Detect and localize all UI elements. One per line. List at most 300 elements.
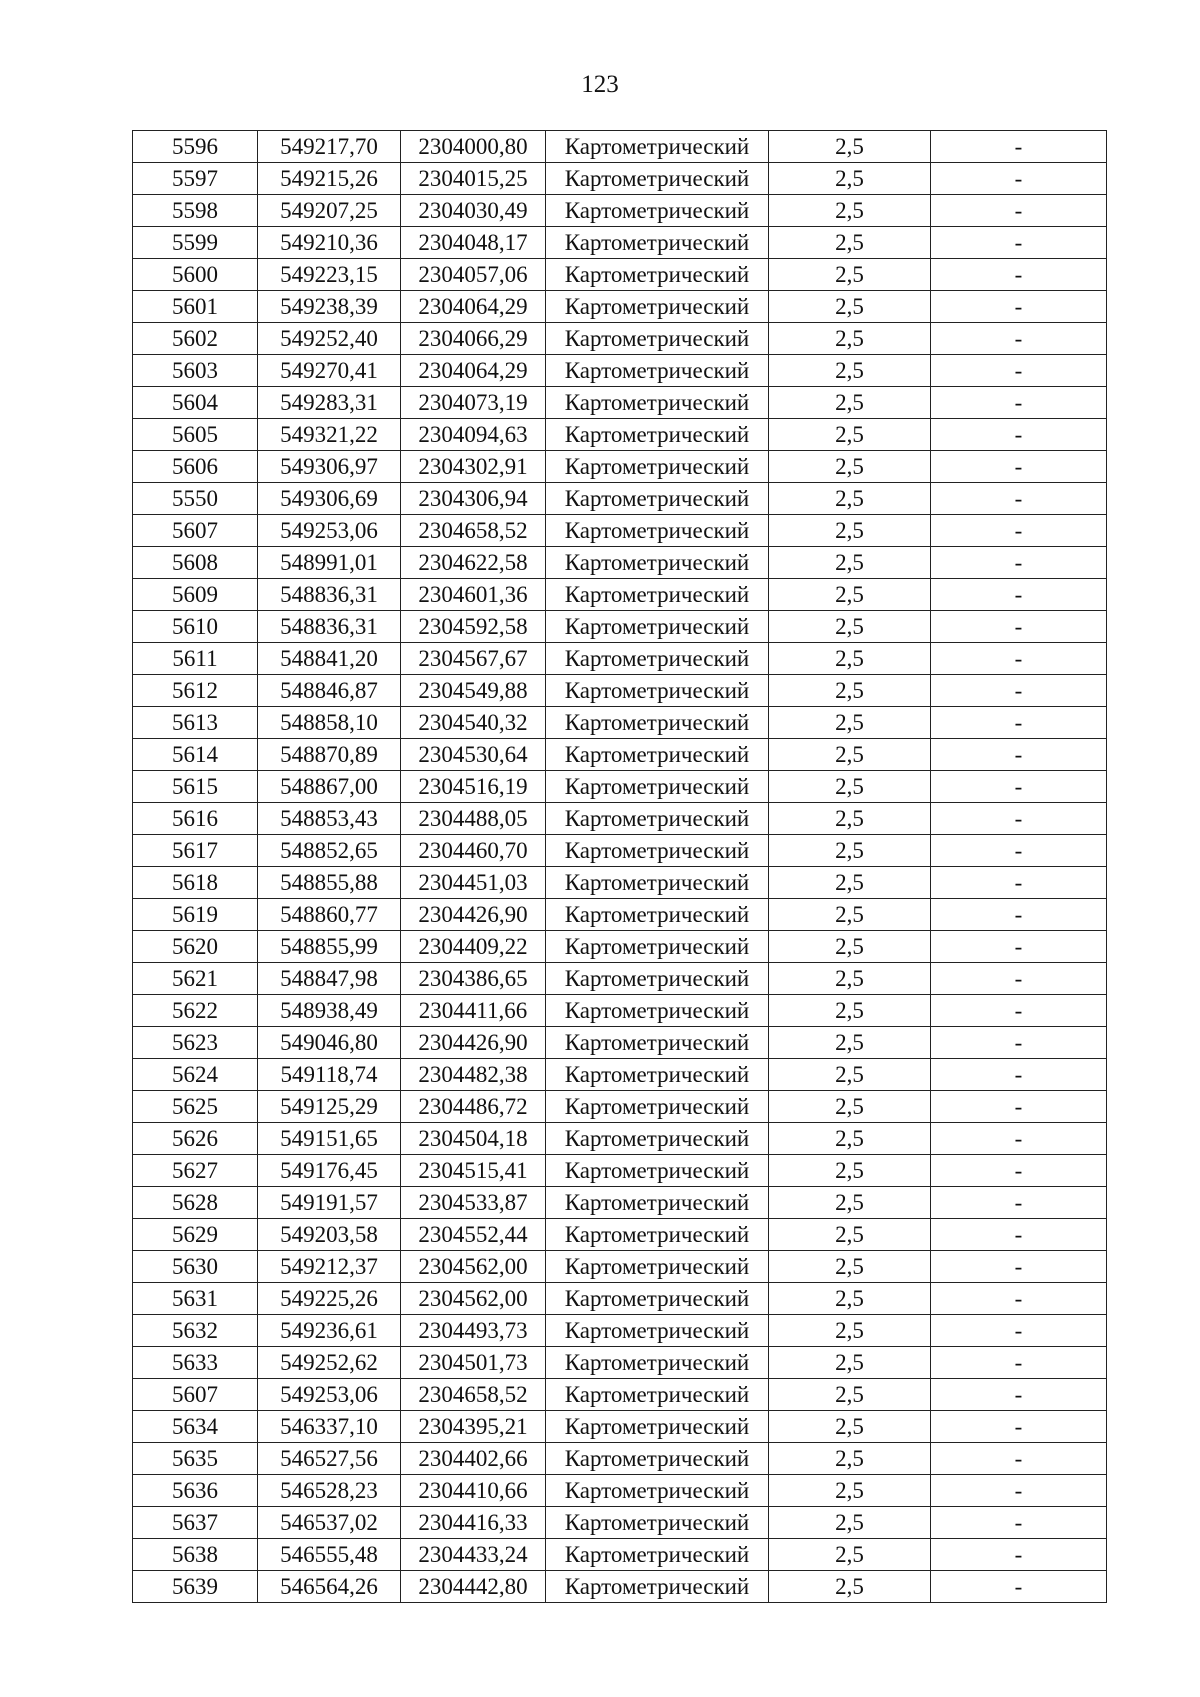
method-cell: Картометрический [546, 1379, 769, 1411]
error-cell: 2,5 [769, 1443, 931, 1475]
table-row [133, 899, 1107, 931]
point-number-cell: 5599 [133, 227, 258, 259]
y-coordinate-cell: 2304073,19 [401, 387, 546, 419]
table-row [133, 1539, 1107, 1571]
extra-cell: - [931, 675, 1107, 707]
point-number-cell: 5611 [133, 643, 258, 675]
method-cell: Картометрический [546, 1347, 769, 1379]
y-coordinate-cell: 2304306,94 [401, 483, 546, 515]
extra-cell: - [931, 1571, 1107, 1603]
x-coordinate-cell: 549207,25 [258, 195, 401, 227]
y-coordinate-cell: 2304460,70 [401, 835, 546, 867]
point-number-cell: 5607 [133, 1379, 258, 1411]
extra-cell: - [931, 1091, 1107, 1123]
table-row [133, 1123, 1107, 1155]
extra-cell: - [931, 259, 1107, 291]
y-coordinate-cell: 2304064,29 [401, 355, 546, 387]
x-coordinate-cell: 549176,45 [258, 1155, 401, 1187]
method-cell: Картометрический [546, 1187, 769, 1219]
x-coordinate-cell: 549238,39 [258, 291, 401, 323]
point-number-cell: 5622 [133, 995, 258, 1027]
x-coordinate-cell: 549236,61 [258, 1315, 401, 1347]
method-cell: Картометрический [546, 163, 769, 195]
table-row [133, 707, 1107, 739]
point-number-cell: 5607 [133, 515, 258, 547]
table-row [133, 483, 1107, 515]
x-coordinate-cell: 548870,89 [258, 739, 401, 771]
point-number-cell: 5618 [133, 867, 258, 899]
x-coordinate-cell: 549252,40 [258, 323, 401, 355]
extra-cell: - [931, 1283, 1107, 1315]
method-cell: Картометрический [546, 739, 769, 771]
error-cell: 2,5 [769, 547, 931, 579]
coordinates-table [132, 130, 1107, 1603]
point-number-cell: 5601 [133, 291, 258, 323]
extra-cell: - [931, 547, 1107, 579]
error-cell: 2,5 [769, 995, 931, 1027]
method-cell: Картометрический [546, 1251, 769, 1283]
extra-cell: - [931, 771, 1107, 803]
error-cell: 2,5 [769, 1123, 931, 1155]
method-cell: Картометрический [546, 387, 769, 419]
point-number-cell: 5613 [133, 707, 258, 739]
extra-cell: - [931, 1315, 1107, 1347]
method-cell: Картометрический [546, 323, 769, 355]
method-cell: Картометрический [546, 547, 769, 579]
point-number-cell: 5639 [133, 1571, 258, 1603]
error-cell: 2,5 [769, 1379, 931, 1411]
extra-cell: - [931, 195, 1107, 227]
error-cell: 2,5 [769, 515, 931, 547]
y-coordinate-cell: 2304426,90 [401, 1027, 546, 1059]
x-coordinate-cell: 549210,36 [258, 227, 401, 259]
error-cell: 2,5 [769, 1315, 931, 1347]
error-cell: 2,5 [769, 323, 931, 355]
y-coordinate-cell: 2304451,03 [401, 867, 546, 899]
table-row [133, 1315, 1107, 1347]
table-row [133, 1379, 1107, 1411]
y-coordinate-cell: 2304552,44 [401, 1219, 546, 1251]
method-cell: Картометрический [546, 611, 769, 643]
error-cell: 2,5 [769, 579, 931, 611]
x-coordinate-cell: 549306,69 [258, 483, 401, 515]
error-cell: 2,5 [769, 611, 931, 643]
table-row [133, 291, 1107, 323]
x-coordinate-cell: 549203,58 [258, 1219, 401, 1251]
extra-cell: - [931, 1187, 1107, 1219]
x-coordinate-cell: 548853,43 [258, 803, 401, 835]
table-row [133, 195, 1107, 227]
point-number-cell: 5614 [133, 739, 258, 771]
point-number-cell: 5623 [133, 1027, 258, 1059]
method-cell: Картометрический [546, 1411, 769, 1443]
method-cell: Картометрический [546, 515, 769, 547]
y-coordinate-cell: 2304395,21 [401, 1411, 546, 1443]
y-coordinate-cell: 2304504,18 [401, 1123, 546, 1155]
method-cell: Картометрический [546, 355, 769, 387]
error-cell: 2,5 [769, 1027, 931, 1059]
point-number-cell: 5620 [133, 931, 258, 963]
x-coordinate-cell: 549253,06 [258, 515, 401, 547]
error-cell: 2,5 [769, 803, 931, 835]
x-coordinate-cell: 549046,80 [258, 1027, 401, 1059]
table-row [133, 515, 1107, 547]
table-row [133, 931, 1107, 963]
method-cell: Картометрический [546, 227, 769, 259]
table-row [133, 1443, 1107, 1475]
error-cell: 2,5 [769, 1251, 931, 1283]
y-coordinate-cell: 2304000,80 [401, 131, 546, 163]
extra-cell: - [931, 643, 1107, 675]
extra-cell: - [931, 227, 1107, 259]
y-coordinate-cell: 2304094,63 [401, 419, 546, 451]
extra-cell: - [931, 803, 1107, 835]
error-cell: 2,5 [769, 419, 931, 451]
extra-cell: - [931, 707, 1107, 739]
error-cell: 2,5 [769, 1059, 931, 1091]
error-cell: 2,5 [769, 163, 931, 195]
method-cell: Картометрический [546, 1475, 769, 1507]
method-cell: Картометрический [546, 963, 769, 995]
error-cell: 2,5 [769, 1219, 931, 1251]
extra-cell: - [931, 483, 1107, 515]
point-number-cell: 5606 [133, 451, 258, 483]
extra-cell: - [931, 163, 1107, 195]
point-number-cell: 5625 [133, 1091, 258, 1123]
table-row [133, 643, 1107, 675]
x-coordinate-cell: 546537,02 [258, 1507, 401, 1539]
x-coordinate-cell: 549191,57 [258, 1187, 401, 1219]
extra-cell: - [931, 451, 1107, 483]
point-number-cell: 5608 [133, 547, 258, 579]
table-row [133, 259, 1107, 291]
table-row [133, 995, 1107, 1027]
table-row [133, 867, 1107, 899]
x-coordinate-cell: 546527,56 [258, 1443, 401, 1475]
error-cell: 2,5 [769, 291, 931, 323]
table-row [133, 323, 1107, 355]
table-row [133, 611, 1107, 643]
method-cell: Картометрический [546, 707, 769, 739]
point-number-cell: 5631 [133, 1283, 258, 1315]
table-row [133, 1027, 1107, 1059]
error-cell: 2,5 [769, 1475, 931, 1507]
point-number-cell: 5628 [133, 1187, 258, 1219]
x-coordinate-cell: 549217,70 [258, 131, 401, 163]
table-row [133, 1571, 1107, 1603]
table-row [133, 1219, 1107, 1251]
method-cell: Картометрический [546, 931, 769, 963]
extra-cell: - [931, 739, 1107, 771]
x-coordinate-cell: 548867,00 [258, 771, 401, 803]
y-coordinate-cell: 2304567,67 [401, 643, 546, 675]
x-coordinate-cell: 548836,31 [258, 611, 401, 643]
extra-cell: - [931, 419, 1107, 451]
method-cell: Картометрический [546, 643, 769, 675]
y-coordinate-cell: 2304426,90 [401, 899, 546, 931]
y-coordinate-cell: 2304501,73 [401, 1347, 546, 1379]
method-cell: Картометрический [546, 259, 769, 291]
y-coordinate-cell: 2304516,19 [401, 771, 546, 803]
error-cell: 2,5 [769, 387, 931, 419]
method-cell: Картометрический [546, 867, 769, 899]
point-number-cell: 5624 [133, 1059, 258, 1091]
method-cell: Картометрический [546, 995, 769, 1027]
table-row [133, 1475, 1107, 1507]
table-row [133, 419, 1107, 451]
table-row [133, 131, 1107, 163]
x-coordinate-cell: 548938,49 [258, 995, 401, 1027]
y-coordinate-cell: 2304410,66 [401, 1475, 546, 1507]
error-cell: 2,5 [769, 1539, 931, 1571]
table-row [133, 579, 1107, 611]
error-cell: 2,5 [769, 195, 931, 227]
y-coordinate-cell: 2304515,41 [401, 1155, 546, 1187]
method-cell: Картометрический [546, 803, 769, 835]
method-cell: Картометрический [546, 1539, 769, 1571]
y-coordinate-cell: 2304658,52 [401, 515, 546, 547]
x-coordinate-cell: 549306,97 [258, 451, 401, 483]
point-number-cell: 5605 [133, 419, 258, 451]
point-number-cell: 5598 [133, 195, 258, 227]
point-number-cell: 5630 [133, 1251, 258, 1283]
point-number-cell: 5635 [133, 1443, 258, 1475]
extra-cell: - [931, 131, 1107, 163]
x-coordinate-cell: 546528,23 [258, 1475, 401, 1507]
extra-cell: - [931, 387, 1107, 419]
method-cell: Картометрический [546, 1315, 769, 1347]
x-coordinate-cell: 549321,22 [258, 419, 401, 451]
x-coordinate-cell: 548852,65 [258, 835, 401, 867]
y-coordinate-cell: 2304493,73 [401, 1315, 546, 1347]
extra-cell: - [931, 899, 1107, 931]
x-coordinate-cell: 548855,88 [258, 867, 401, 899]
point-number-cell: 5603 [133, 355, 258, 387]
table-row [133, 547, 1107, 579]
extra-cell: - [931, 355, 1107, 387]
point-number-cell: 5634 [133, 1411, 258, 1443]
error-cell: 2,5 [769, 867, 931, 899]
error-cell: 2,5 [769, 707, 931, 739]
x-coordinate-cell: 549253,06 [258, 1379, 401, 1411]
table-row [133, 163, 1107, 195]
error-cell: 2,5 [769, 1283, 931, 1315]
x-coordinate-cell: 549215,26 [258, 163, 401, 195]
point-number-cell: 5637 [133, 1507, 258, 1539]
table-row [133, 963, 1107, 995]
y-coordinate-cell: 2304482,38 [401, 1059, 546, 1091]
method-cell: Картометрический [546, 771, 769, 803]
point-number-cell: 5612 [133, 675, 258, 707]
y-coordinate-cell: 2304658,52 [401, 1379, 546, 1411]
error-cell: 2,5 [769, 1347, 931, 1379]
point-number-cell: 5596 [133, 131, 258, 163]
x-coordinate-cell: 548860,77 [258, 899, 401, 931]
point-number-cell: 5602 [133, 323, 258, 355]
table-row [133, 1251, 1107, 1283]
extra-cell: - [931, 579, 1107, 611]
extra-cell: - [931, 1347, 1107, 1379]
method-cell: Картометрический [546, 1155, 769, 1187]
y-coordinate-cell: 2304048,17 [401, 227, 546, 259]
method-cell: Картометрический [546, 419, 769, 451]
error-cell: 2,5 [769, 931, 931, 963]
y-coordinate-cell: 2304562,00 [401, 1283, 546, 1315]
point-number-cell: 5621 [133, 963, 258, 995]
method-cell: Картометрический [546, 483, 769, 515]
y-coordinate-cell: 2304402,66 [401, 1443, 546, 1475]
extra-cell: - [931, 1379, 1107, 1411]
x-coordinate-cell: 549270,41 [258, 355, 401, 387]
method-cell: Картометрический [546, 1123, 769, 1155]
x-coordinate-cell: 546555,48 [258, 1539, 401, 1571]
method-cell: Картометрический [546, 1443, 769, 1475]
y-coordinate-cell: 2304562,00 [401, 1251, 546, 1283]
method-cell: Картометрический [546, 1283, 769, 1315]
x-coordinate-cell: 548841,20 [258, 643, 401, 675]
y-coordinate-cell: 2304592,58 [401, 611, 546, 643]
x-coordinate-cell: 546564,26 [258, 1571, 401, 1603]
method-cell: Картометрический [546, 675, 769, 707]
y-coordinate-cell: 2304486,72 [401, 1091, 546, 1123]
y-coordinate-cell: 2304549,88 [401, 675, 546, 707]
x-coordinate-cell: 548855,99 [258, 931, 401, 963]
point-number-cell: 5610 [133, 611, 258, 643]
extra-cell: - [931, 931, 1107, 963]
extra-cell: - [931, 1251, 1107, 1283]
error-cell: 2,5 [769, 1091, 931, 1123]
error-cell: 2,5 [769, 483, 931, 515]
method-cell: Картометрический [546, 1507, 769, 1539]
error-cell: 2,5 [769, 899, 931, 931]
extra-cell: - [931, 1443, 1107, 1475]
y-coordinate-cell: 2304030,49 [401, 195, 546, 227]
coordinates-table-body [133, 131, 1107, 1603]
method-cell: Картометрический [546, 835, 769, 867]
table-row [133, 387, 1107, 419]
table-row [133, 1059, 1107, 1091]
x-coordinate-cell: 549225,26 [258, 1283, 401, 1315]
error-cell: 2,5 [769, 739, 931, 771]
method-cell: Картометрический [546, 1059, 769, 1091]
point-number-cell: 5604 [133, 387, 258, 419]
extra-cell: - [931, 1155, 1107, 1187]
point-number-cell: 5617 [133, 835, 258, 867]
extra-cell: - [931, 1123, 1107, 1155]
y-coordinate-cell: 2304015,25 [401, 163, 546, 195]
y-coordinate-cell: 2304488,05 [401, 803, 546, 835]
table-row [133, 835, 1107, 867]
method-cell: Картометрический [546, 1091, 769, 1123]
error-cell: 2,5 [769, 451, 931, 483]
error-cell: 2,5 [769, 355, 931, 387]
point-number-cell: 5632 [133, 1315, 258, 1347]
error-cell: 2,5 [769, 643, 931, 675]
point-number-cell: 5619 [133, 899, 258, 931]
table-row [133, 451, 1107, 483]
table-row [133, 675, 1107, 707]
method-cell: Картометрический [546, 1571, 769, 1603]
point-number-cell: 5615 [133, 771, 258, 803]
extra-cell: - [931, 1059, 1107, 1091]
x-coordinate-cell: 546337,10 [258, 1411, 401, 1443]
extra-cell: - [931, 1027, 1107, 1059]
y-coordinate-cell: 2304601,36 [401, 579, 546, 611]
method-cell: Картометрический [546, 195, 769, 227]
extra-cell: - [931, 867, 1107, 899]
x-coordinate-cell: 548858,10 [258, 707, 401, 739]
extra-cell: - [931, 515, 1107, 547]
extra-cell: - [931, 1475, 1107, 1507]
y-coordinate-cell: 2304302,91 [401, 451, 546, 483]
x-coordinate-cell: 549118,74 [258, 1059, 401, 1091]
x-coordinate-cell: 549283,31 [258, 387, 401, 419]
point-number-cell: 5629 [133, 1219, 258, 1251]
x-coordinate-cell: 549223,15 [258, 259, 401, 291]
y-coordinate-cell: 2304064,29 [401, 291, 546, 323]
method-cell: Картометрический [546, 899, 769, 931]
x-coordinate-cell: 549125,29 [258, 1091, 401, 1123]
error-cell: 2,5 [769, 963, 931, 995]
y-coordinate-cell: 2304533,87 [401, 1187, 546, 1219]
point-number-cell: 5626 [133, 1123, 258, 1155]
method-cell: Картометрический [546, 1219, 769, 1251]
point-number-cell: 5616 [133, 803, 258, 835]
y-coordinate-cell: 2304622,58 [401, 547, 546, 579]
y-coordinate-cell: 2304057,06 [401, 259, 546, 291]
x-coordinate-cell: 548847,98 [258, 963, 401, 995]
x-coordinate-cell: 548836,31 [258, 579, 401, 611]
extra-cell: - [931, 1539, 1107, 1571]
extra-cell: - [931, 1507, 1107, 1539]
error-cell: 2,5 [769, 1411, 931, 1443]
table-row [133, 1411, 1107, 1443]
point-number-cell: 5636 [133, 1475, 258, 1507]
table-row [133, 1507, 1107, 1539]
error-cell: 2,5 [769, 1507, 931, 1539]
error-cell: 2,5 [769, 675, 931, 707]
table-row [133, 1155, 1107, 1187]
method-cell: Картометрический [546, 451, 769, 483]
point-number-cell: 5609 [133, 579, 258, 611]
extra-cell: - [931, 963, 1107, 995]
error-cell: 2,5 [769, 259, 931, 291]
method-cell: Картометрический [546, 1027, 769, 1059]
x-coordinate-cell: 549212,37 [258, 1251, 401, 1283]
extra-cell: - [931, 291, 1107, 323]
y-coordinate-cell: 2304433,24 [401, 1539, 546, 1571]
table-row [133, 1091, 1107, 1123]
table-row [133, 739, 1107, 771]
y-coordinate-cell: 2304540,32 [401, 707, 546, 739]
extra-cell: - [931, 1411, 1107, 1443]
x-coordinate-cell: 548991,01 [258, 547, 401, 579]
table-row [133, 355, 1107, 387]
page-number: 123 [581, 71, 619, 98]
point-number-cell: 5627 [133, 1155, 258, 1187]
error-cell: 2,5 [769, 1571, 931, 1603]
y-coordinate-cell: 2304411,66 [401, 995, 546, 1027]
x-coordinate-cell: 548846,87 [258, 675, 401, 707]
x-coordinate-cell: 549151,65 [258, 1123, 401, 1155]
error-cell: 2,5 [769, 131, 931, 163]
point-number-cell: 5600 [133, 259, 258, 291]
table-row [133, 1347, 1107, 1379]
method-cell: Картометрический [546, 291, 769, 323]
error-cell: 2,5 [769, 1187, 931, 1219]
error-cell: 2,5 [769, 1155, 931, 1187]
error-cell: 2,5 [769, 771, 931, 803]
